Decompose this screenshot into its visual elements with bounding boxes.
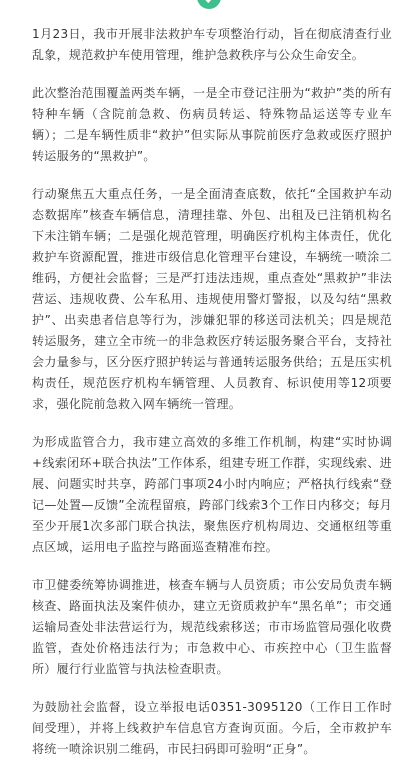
article-body	[32, 24, 392, 777]
article-paragraph: 市卫健委统筹协调推进，核查车辆与人员资质；市公安局负责车辆核查、路面执法及案件侦办，建立无资质救护车“黑名单”；市交通运输局查处非法营运行为，规范线索移送；市市场监管局强化收费监管，查处价格违法行为；市急救中心、市疾控中心（卫生监督所）履行行业监管与执法检查职责。	[32, 578, 392, 676]
article-paragraph: 为形成监管合力，我市建立高效的多维工作机制，构建“实时协调+线索闭环+联合执法”工作体系，组建专班工作群，实现线索、进展、问题实时共享，跨部门事项24小时内响应；严格执行线索“登记—处置—反馈”全流程留痕，跨部门线索3个工作日内移交；每月至少开展1次多部门联合执法，聚焦医疗机构周边、交通枢纽等重点区域，运用电子监控与路面巡查精准布控。	[32, 435, 392, 554]
article-paragraph: 此次整治范围覆盖两类车辆，一是全市登记注册为“救护”类的所有特种车辆（含院前急救、伤病员转运、特殊物品运送等专业车辆）；二是车辆性质非“救护”但实际从事院前医疗急救或医疗照护转运服务的“黑救护”。	[32, 86, 392, 163]
article-paragraph: 行动聚焦五大重点任务，一是全面清查底数，依托“全国救护车动态数据库”核查车辆信息，清理挂靠、外包、出租及已注销机构名下未注销车辆；二是强化规范管理，明确医疗机构主体责任，优化救护车资源配置，推进市级信息化管理平台建设，车辆统一喷涂二维码，方便社会监督；三是严打违法违规，重点查处“黑救护”非法营运、违规收费、公车私用、违规使用警灯警报，以及勾结“黑救护”、出卖患者信息等行为，涉嫌犯罪的移送司法机关；四是规范转运服务，建立全市统一的非急救医疗转运服务聚合平台，支持社会力量参与，区分医疗照护转运与普通转运服务供给；五是压实机构责任，规范医疗机构车辆管理、人员教育、标识使用等12项要求，强化院前急救入网车辆统一管理。	[32, 187, 392, 411]
check-icon	[197, 0, 221, 9]
article-paragraph: 为鼓励社会监督，设立举报电话0351-3095120（工作日工作时间受理），并将上线救护车信息官方查询页面。今后，全市救护车将统一喷涂识别二维码，市民扫码即可验明“正身”。	[32, 700, 392, 756]
article-paragraph: 1月23日，我市开展非法救护车专项整治行动，旨在彻底清查行业乱象，规范救护车使用管理，维护急救秩序与公众生命安全。	[32, 27, 392, 62]
